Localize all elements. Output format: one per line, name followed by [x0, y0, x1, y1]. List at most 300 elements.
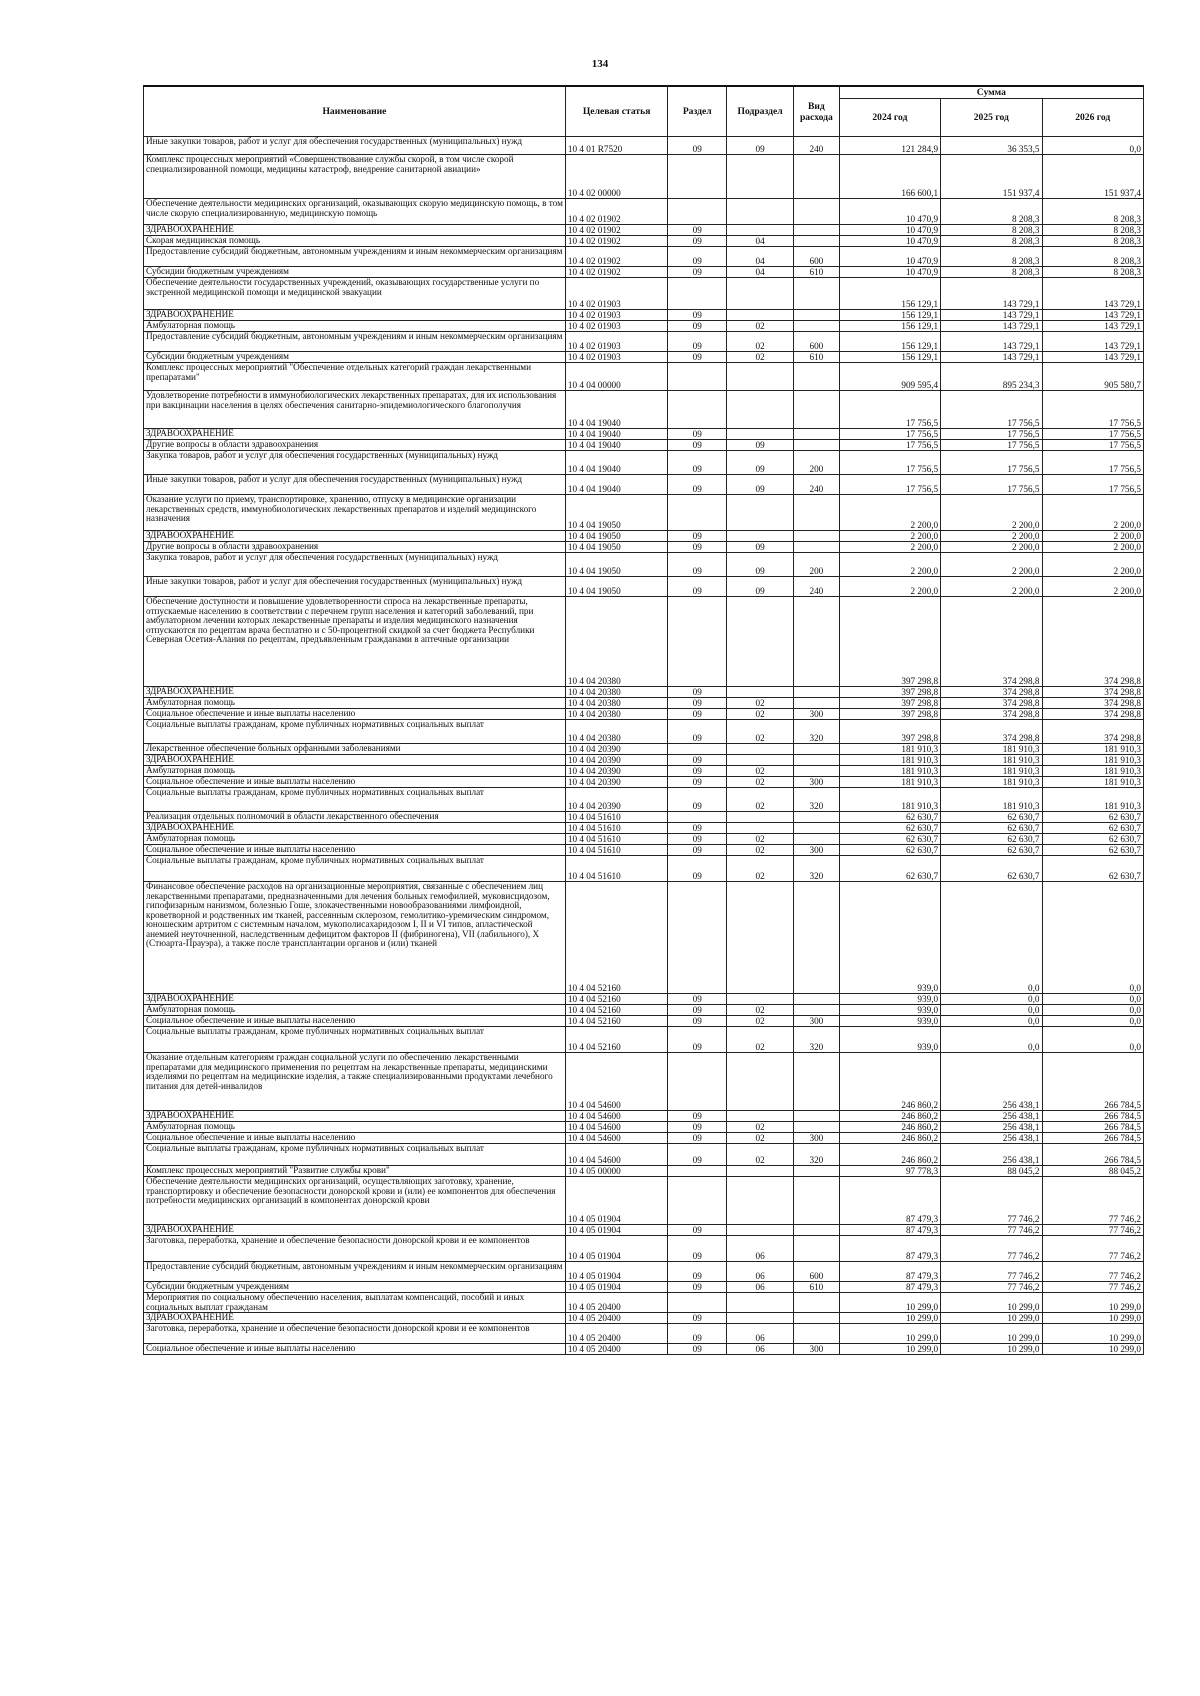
cell-section: [668, 1177, 727, 1225]
cell-sum-2026: 88 045,2: [1042, 1166, 1144, 1177]
cell-subsection: 06: [727, 1236, 794, 1262]
cell-section: 09: [668, 766, 727, 777]
table-row: [144, 1111, 1144, 1122]
cell-target-code: 10 4 05 01904: [565, 1262, 667, 1282]
cell-section: 09: [668, 440, 727, 451]
cell-section: 09: [668, 531, 727, 542]
cell-sum-2024: 246 860,2: [839, 1111, 940, 1122]
cell-sum-2025: 17 756,5: [941, 391, 1042, 429]
cell-section: [668, 812, 727, 823]
cell-name: Социальное обеспечение и иные выплаты населению: [144, 709, 566, 720]
cell-section: 09: [668, 1313, 727, 1324]
cell-target-code: 10 4 04 20390: [565, 777, 667, 788]
table-row: [144, 236, 1144, 247]
cell-subsection: 02: [727, 1144, 794, 1166]
cell-subsection: 02: [727, 766, 794, 777]
cell-target-code: 10 4 02 01903: [565, 278, 667, 310]
cell-sum-2024: 181 910,3: [839, 766, 940, 777]
cell-expense-type: 610: [794, 267, 840, 278]
cell-sum-2025: 62 630,7: [941, 812, 1042, 823]
cell-sum-2026: 17 756,5: [1042, 440, 1144, 451]
cell-section: [668, 495, 727, 531]
cell-target-code: 10 4 04 54600: [565, 1133, 667, 1144]
cell-section: [668, 155, 727, 199]
cell-sum-2024: 246 860,2: [839, 1122, 940, 1133]
cell-target-code: 10 4 04 54600: [565, 1053, 667, 1111]
cell-sum-2026: 0,0: [1042, 1016, 1144, 1027]
cell-sum-2026: 0,0: [1042, 137, 1144, 155]
cell-sum-2025: 2 200,0: [941, 531, 1042, 542]
cell-section: 09: [668, 310, 727, 321]
cell-sum-2024: 17 756,5: [839, 391, 940, 429]
cell-target-code: 10 4 02 01903: [565, 321, 667, 332]
cell-target-code: 10 4 04 51610: [565, 812, 667, 823]
cell-sum-2024: 10 470,9: [839, 267, 940, 278]
cell-expense-type: 320: [794, 1027, 840, 1053]
cell-sum-2025: 62 630,7: [941, 823, 1042, 834]
cell-sum-2026: 77 746,2: [1042, 1225, 1144, 1236]
table-row: [144, 225, 1144, 236]
cell-section: 09: [668, 542, 727, 553]
cell-target-code: 10 4 05 01904: [565, 1225, 667, 1236]
cell-sum-2025: 143 729,1: [941, 278, 1042, 310]
cell-name: Социальные выплаты гражданам, кроме публичных нормативных социальных выплат: [144, 720, 566, 744]
cell-expense-type: [794, 363, 840, 391]
cell-section: 09: [668, 247, 727, 267]
cell-sum-2024: 87 479,3: [839, 1177, 940, 1225]
cell-sum-2024: 181 910,3: [839, 744, 940, 755]
cell-name: ЗДРАВООХРАНЕНИЕ: [144, 687, 566, 698]
cell-target-code: 10 4 04 20380: [565, 720, 667, 744]
cell-name: Социальные выплаты гражданам, кроме публичных нормативных социальных выплат: [144, 1027, 566, 1053]
table-row: [144, 823, 1144, 834]
cell-name: Иные закупки товаров, работ и услуг для обеспечения государственных (муниципальных) нужд: [144, 137, 566, 155]
cell-expense-type: [794, 834, 840, 845]
cell-subsection: 09: [727, 451, 794, 475]
cell-expense-type: [794, 278, 840, 310]
cell-target-code: 10 4 04 19050: [565, 495, 667, 531]
cell-subsection: [727, 812, 794, 823]
table-row: [144, 352, 1144, 363]
cell-section: [668, 1053, 727, 1111]
cell-sum-2026: 8 208,3: [1042, 199, 1144, 225]
table-row: [144, 577, 1144, 597]
cell-expense-type: 610: [794, 1282, 840, 1293]
table-row: [144, 698, 1144, 709]
cell-expense-type: [794, 495, 840, 531]
col-header-sum: Сумма: [839, 86, 1143, 99]
cell-name: Финансовое обеспечение расходов на организационные мероприятия, связанные с обеспечением лиц лекарственными препаратами, предназначенными для лечения больных гемофилией, муковисцидозом, гипофизарным нанизмом, болезнью Гоше, злокачественными новообразованиями лимфоидной, кроветворной и родственных им тканей, рассеянным склерозом, гемолитико-уремическим синдромом, юношеским артритом с системным началом, мукополисахаридозом I, II и VI типов, апластической анемией неуточненной, наследственным дефицитом факторов II (фибриногена), VII (лабильного), X (Стюарта-Прауэра), а также после трансплантации органов и (или) тканей: [144, 882, 566, 994]
table-row: [144, 788, 1144, 812]
table-row: [144, 1177, 1144, 1225]
cell-sum-2025: 374 298,8: [941, 709, 1042, 720]
cell-sum-2024: 166 600,1: [839, 155, 940, 199]
cell-target-code: 10 4 04 00000: [565, 363, 667, 391]
cell-sum-2026: 0,0: [1042, 1005, 1144, 1016]
cell-sum-2026: 181 910,3: [1042, 766, 1144, 777]
cell-name: Амбулаторная помощь: [144, 321, 566, 332]
cell-sum-2024: 397 298,8: [839, 720, 940, 744]
cell-section: 09: [668, 137, 727, 155]
cell-expense-type: [794, 766, 840, 777]
cell-sum-2025: 8 208,3: [941, 247, 1042, 267]
cell-expense-type: 600: [794, 332, 840, 352]
cell-name: Комплекс процессных мероприятий "Развитие службы крови": [144, 1166, 566, 1177]
cell-sum-2024: 2 200,0: [839, 553, 940, 577]
table-row: [144, 155, 1144, 199]
cell-expense-type: [794, 1053, 840, 1111]
cell-name: ЗДРАВООХРАНЕНИЕ: [144, 1313, 566, 1324]
cell-sum-2026: 62 630,7: [1042, 823, 1144, 834]
cell-expense-type: [794, 1293, 840, 1313]
cell-target-code: 10 4 02 01903: [565, 310, 667, 321]
cell-expense-type: [794, 1236, 840, 1262]
cell-section: 09: [668, 687, 727, 698]
cell-subsection: [727, 278, 794, 310]
cell-target-code: 10 4 05 20400: [565, 1293, 667, 1313]
cell-sum-2026: 17 756,5: [1042, 429, 1144, 440]
table-row: [144, 1133, 1144, 1144]
table-row: [144, 1144, 1144, 1166]
cell-sum-2024: 10 470,9: [839, 225, 940, 236]
cell-sum-2024: 10 470,9: [839, 236, 940, 247]
cell-sum-2024: 181 910,3: [839, 777, 940, 788]
table-row: [144, 709, 1144, 720]
col-header-2024: 2024 год: [839, 99, 940, 137]
cell-sum-2025: 36 353,5: [941, 137, 1042, 155]
cell-sum-2025: 62 630,7: [941, 856, 1042, 882]
cell-target-code: 10 4 04 20390: [565, 788, 667, 812]
cell-target-code: 10 4 04 19040: [565, 429, 667, 440]
table-row: [144, 1053, 1144, 1111]
cell-subsection: 09: [727, 577, 794, 597]
cell-expense-type: [794, 321, 840, 332]
cell-sum-2026: 10 299,0: [1042, 1344, 1144, 1355]
cell-sum-2024: 62 630,7: [839, 823, 940, 834]
cell-expense-type: [794, 687, 840, 698]
cell-subsection: 04: [727, 236, 794, 247]
cell-target-code: 10 4 04 20390: [565, 755, 667, 766]
cell-target-code: 10 4 05 20400: [565, 1313, 667, 1324]
cell-sum-2024: 97 778,3: [839, 1166, 940, 1177]
cell-sum-2025: 17 756,5: [941, 451, 1042, 475]
cell-subsection: [727, 1293, 794, 1313]
cell-section: 09: [668, 709, 727, 720]
cell-subsection: 06: [727, 1282, 794, 1293]
cell-expense-type: 200: [794, 451, 840, 475]
col-header-name: Наименование: [144, 86, 566, 137]
cell-target-code: 10 4 04 20380: [565, 597, 667, 687]
cell-sum-2026: 77 746,2: [1042, 1282, 1144, 1293]
cell-expense-type: 240: [794, 577, 840, 597]
cell-expense-type: [794, 698, 840, 709]
cell-sum-2024: 246 860,2: [839, 1053, 940, 1111]
cell-target-code: 10 4 05 01904: [565, 1177, 667, 1225]
cell-sum-2025: 8 208,3: [941, 236, 1042, 247]
cell-name: Другие вопросы в области здравоохранения: [144, 440, 566, 451]
table-row: [144, 744, 1144, 755]
cell-target-code: 10 4 04 51610: [565, 823, 667, 834]
cell-target-code: 10 4 04 54600: [565, 1111, 667, 1122]
cell-section: 09: [668, 1122, 727, 1133]
cell-section: 09: [668, 788, 727, 812]
table-row: [144, 542, 1144, 553]
cell-section: 09: [668, 1027, 727, 1053]
cell-sum-2025: 8 208,3: [941, 225, 1042, 236]
cell-sum-2024: 17 756,5: [839, 440, 940, 451]
cell-name: Обеспечение деятельности государственных учреждений, оказывающих государственные услуги по экстренной медицинской помощи и медицинской эвакуации: [144, 278, 566, 310]
cell-sum-2026: 2 200,0: [1042, 553, 1144, 577]
cell-sum-2025: 374 298,8: [941, 698, 1042, 709]
cell-sum-2026: 8 208,3: [1042, 225, 1144, 236]
cell-expense-type: [794, 1313, 840, 1324]
cell-name: Скорая медицинская помощь: [144, 236, 566, 247]
cell-sum-2025: 8 208,3: [941, 267, 1042, 278]
table-row: [144, 1324, 1144, 1344]
cell-sum-2024: 939,0: [839, 1027, 940, 1053]
cell-target-code: 10 4 04 51610: [565, 834, 667, 845]
cell-sum-2026: 2 200,0: [1042, 531, 1144, 542]
cell-subsection: 02: [727, 321, 794, 332]
cell-name: ЗДРАВООХРАНЕНИЕ: [144, 1225, 566, 1236]
cell-sum-2025: 256 438,1: [941, 1122, 1042, 1133]
cell-subsection: 09: [727, 475, 794, 495]
cell-sum-2024: 10 299,0: [839, 1344, 940, 1355]
cell-sum-2025: 10 299,0: [941, 1293, 1042, 1313]
table-row: [144, 247, 1144, 267]
cell-section: 09: [668, 332, 727, 352]
cell-sum-2025: 181 910,3: [941, 744, 1042, 755]
cell-sum-2025: 10 299,0: [941, 1324, 1042, 1344]
cell-subsection: 09: [727, 137, 794, 155]
cell-section: 09: [668, 845, 727, 856]
cell-sum-2025: 374 298,8: [941, 597, 1042, 687]
cell-name: Закупка товаров, работ и услуг для обеспечения государственных (муниципальных) нужд: [144, 553, 566, 577]
cell-target-code: 10 4 05 00000: [565, 1166, 667, 1177]
cell-subsection: [727, 823, 794, 834]
cell-sum-2026: 374 298,8: [1042, 687, 1144, 698]
budget-table: [143, 85, 1144, 1355]
cell-section: 09: [668, 1144, 727, 1166]
cell-sum-2024: 121 284,9: [839, 137, 940, 155]
cell-expense-type: 300: [794, 709, 840, 720]
cell-section: 09: [668, 236, 727, 247]
cell-section: [668, 1166, 727, 1177]
table-row: [144, 495, 1144, 531]
cell-name: Комплекс процессных мероприятий "Обеспечение отдельных категорий граждан лекарственными препаратами": [144, 363, 566, 391]
cell-name: Иные закупки товаров, работ и услуг для обеспечения государственных (муниципальных) нужд: [144, 577, 566, 597]
table-row: [144, 321, 1144, 332]
table-row: [144, 1016, 1144, 1027]
cell-subsection: 02: [727, 1016, 794, 1027]
cell-name: Предоставление субсидий бюджетным, автономным учреждениям и иным некоммерческим организациям: [144, 332, 566, 352]
cell-sum-2024: 939,0: [839, 994, 940, 1005]
cell-sum-2025: 143 729,1: [941, 332, 1042, 352]
cell-subsection: [727, 429, 794, 440]
table-row: [144, 777, 1144, 788]
cell-subsection: 09: [727, 553, 794, 577]
cell-name: ЗДРАВООХРАНЕНИЕ: [144, 531, 566, 542]
col-header-2025: 2025 год: [941, 99, 1042, 137]
cell-expense-type: [794, 744, 840, 755]
cell-sum-2026: 266 784,5: [1042, 1122, 1144, 1133]
table-row: [144, 429, 1144, 440]
cell-subsection: [727, 310, 794, 321]
cell-expense-type: 300: [794, 1016, 840, 1027]
cell-sum-2025: 2 200,0: [941, 495, 1042, 531]
cell-section: 09: [668, 352, 727, 363]
cell-sum-2024: 156 129,1: [839, 352, 940, 363]
cell-expense-type: [794, 225, 840, 236]
cell-name: Заготовка, переработка, хранение и обеспечение безопасности донорской крови и ее компонентов: [144, 1324, 566, 1344]
cell-sum-2025: 77 746,2: [941, 1236, 1042, 1262]
col-header-target: Целевая статья: [565, 86, 667, 137]
table-row: [144, 451, 1144, 475]
cell-expense-type: 320: [794, 788, 840, 812]
cell-name: ЗДРАВООХРАНЕНИЕ: [144, 1111, 566, 1122]
cell-section: 09: [668, 577, 727, 597]
cell-expense-type: [794, 1225, 840, 1236]
cell-target-code: 10 4 02 01902: [565, 225, 667, 236]
cell-sum-2025: 88 045,2: [941, 1166, 1042, 1177]
cell-name: ЗДРАВООХРАНЕНИЕ: [144, 994, 566, 1005]
cell-sum-2026: 17 756,5: [1042, 475, 1144, 495]
table-body: [144, 137, 1144, 1355]
col-header-subsection: Подраздел: [727, 86, 794, 137]
cell-section: [668, 199, 727, 225]
cell-section: [668, 363, 727, 391]
table-row: [144, 755, 1144, 766]
cell-sum-2025: 143 729,1: [941, 352, 1042, 363]
cell-target-code: 10 4 04 19040: [565, 440, 667, 451]
cell-expense-type: [794, 199, 840, 225]
cell-sum-2025: 181 910,3: [941, 755, 1042, 766]
cell-sum-2025: 77 746,2: [941, 1177, 1042, 1225]
cell-sum-2025: 2 200,0: [941, 553, 1042, 577]
cell-subsection: [727, 1313, 794, 1324]
cell-sum-2024: 87 479,3: [839, 1225, 940, 1236]
cell-sum-2024: 62 630,7: [839, 834, 940, 845]
cell-section: [668, 744, 727, 755]
cell-name: Социальные выплаты гражданам, кроме публичных нормативных социальных выплат: [144, 788, 566, 812]
cell-section: 09: [668, 834, 727, 845]
cell-sum-2026: 8 208,3: [1042, 236, 1144, 247]
cell-expense-type: [794, 1005, 840, 1016]
cell-section: 09: [668, 429, 727, 440]
cell-sum-2025: 143 729,1: [941, 310, 1042, 321]
table-row: [144, 531, 1144, 542]
cell-expense-type: [794, 994, 840, 1005]
cell-name: Реализация отдельных полномочий в области лекарственного обеспечения: [144, 812, 566, 823]
cell-sum-2025: 143 729,1: [941, 321, 1042, 332]
cell-sum-2025: 0,0: [941, 1016, 1042, 1027]
cell-expense-type: 320: [794, 1144, 840, 1166]
cell-name: Социальное обеспечение и иные выплаты населению: [144, 845, 566, 856]
cell-sum-2024: 87 479,3: [839, 1262, 940, 1282]
table-row: [144, 391, 1144, 429]
cell-target-code: 10 4 04 54600: [565, 1144, 667, 1166]
cell-sum-2026: 62 630,7: [1042, 845, 1144, 856]
cell-sum-2026: 143 729,1: [1042, 352, 1144, 363]
table-row: [144, 310, 1144, 321]
cell-sum-2026: 374 298,8: [1042, 597, 1144, 687]
cell-sum-2025: 10 299,0: [941, 1344, 1042, 1355]
cell-section: 09: [668, 451, 727, 475]
col-header-expense-type: Вид расхода: [794, 86, 840, 137]
cell-name: Иные закупки товаров, работ и услуг для обеспечения государственных (муниципальных) нужд: [144, 475, 566, 495]
cell-expense-type: [794, 823, 840, 834]
cell-target-code: 10 4 04 19040: [565, 391, 667, 429]
cell-sum-2024: 2 200,0: [839, 531, 940, 542]
cell-section: 09: [668, 823, 727, 834]
cell-subsection: [727, 994, 794, 1005]
cell-sum-2025: 256 438,1: [941, 1053, 1042, 1111]
cell-section: 09: [668, 755, 727, 766]
cell-subsection: [727, 1053, 794, 1111]
cell-subsection: 06: [727, 1324, 794, 1344]
cell-name: ЗДРАВООХРАНЕНИЕ: [144, 823, 566, 834]
cell-sum-2026: 266 784,5: [1042, 1111, 1144, 1122]
cell-target-code: 10 4 05 20400: [565, 1344, 667, 1355]
cell-sum-2025: 17 756,5: [941, 429, 1042, 440]
table-row: [144, 766, 1144, 777]
cell-sum-2026: 2 200,0: [1042, 577, 1144, 597]
table-row: [144, 199, 1144, 225]
cell-sum-2026: 77 746,2: [1042, 1236, 1144, 1262]
cell-name: Субсидии бюджетным учреждениям: [144, 352, 566, 363]
cell-sum-2026: 8 208,3: [1042, 247, 1144, 267]
cell-subsection: 04: [727, 267, 794, 278]
cell-section: [668, 278, 727, 310]
cell-name: Лекарственное обеспечение больных орфанными заболеваниями: [144, 744, 566, 755]
cell-sum-2024: 397 298,8: [839, 709, 940, 720]
table-row: [144, 1166, 1144, 1177]
cell-sum-2024: 181 910,3: [839, 755, 940, 766]
page-number: 134: [591, 58, 609, 70]
cell-section: 09: [668, 1111, 727, 1122]
cell-subsection: 02: [727, 1122, 794, 1133]
cell-section: 09: [668, 1282, 727, 1293]
cell-target-code: 10 4 04 20380: [565, 687, 667, 698]
cell-target-code: 10 4 04 52160: [565, 994, 667, 1005]
cell-section: 09: [668, 1225, 727, 1236]
cell-expense-type: 300: [794, 1133, 840, 1144]
cell-sum-2025: 151 937,4: [941, 155, 1042, 199]
cell-sum-2026: 10 299,0: [1042, 1324, 1144, 1344]
cell-sum-2024: 17 756,5: [839, 429, 940, 440]
cell-subsection: [727, 155, 794, 199]
cell-sum-2026: 0,0: [1042, 1027, 1144, 1053]
cell-name: Удовлетворение потребности в иммунобиологических лекарственных препаратах, для их использования при вакцинации населения в целях обеспечения санитарно-эпидемиологического благополучия: [144, 391, 566, 429]
cell-sum-2025: 895 234,3: [941, 363, 1042, 391]
cell-name: Закупка товаров, работ и услуг для обеспечения государственных (муниципальных) нужд: [144, 451, 566, 475]
cell-name: Предоставление субсидий бюджетным, автономным учреждениям и иным некоммерческим организациям: [144, 247, 566, 267]
cell-name: Субсидии бюджетным учреждениям: [144, 1282, 566, 1293]
cell-sum-2025: 374 298,8: [941, 687, 1042, 698]
cell-name: ЗДРАВООХРАНЕНИЕ: [144, 225, 566, 236]
cell-sum-2024: 939,0: [839, 1005, 940, 1016]
cell-name: Субсидии бюджетным учреждениям: [144, 267, 566, 278]
cell-target-code: 10 4 04 19050: [565, 577, 667, 597]
cell-expense-type: 240: [794, 137, 840, 155]
cell-target-code: 10 4 02 00000: [565, 155, 667, 199]
cell-section: 09: [668, 1236, 727, 1262]
cell-subsection: 02: [727, 698, 794, 709]
cell-section: [668, 391, 727, 429]
table-row: [144, 1236, 1144, 1262]
cell-sum-2024: 2 200,0: [839, 542, 940, 553]
cell-section: 09: [668, 225, 727, 236]
